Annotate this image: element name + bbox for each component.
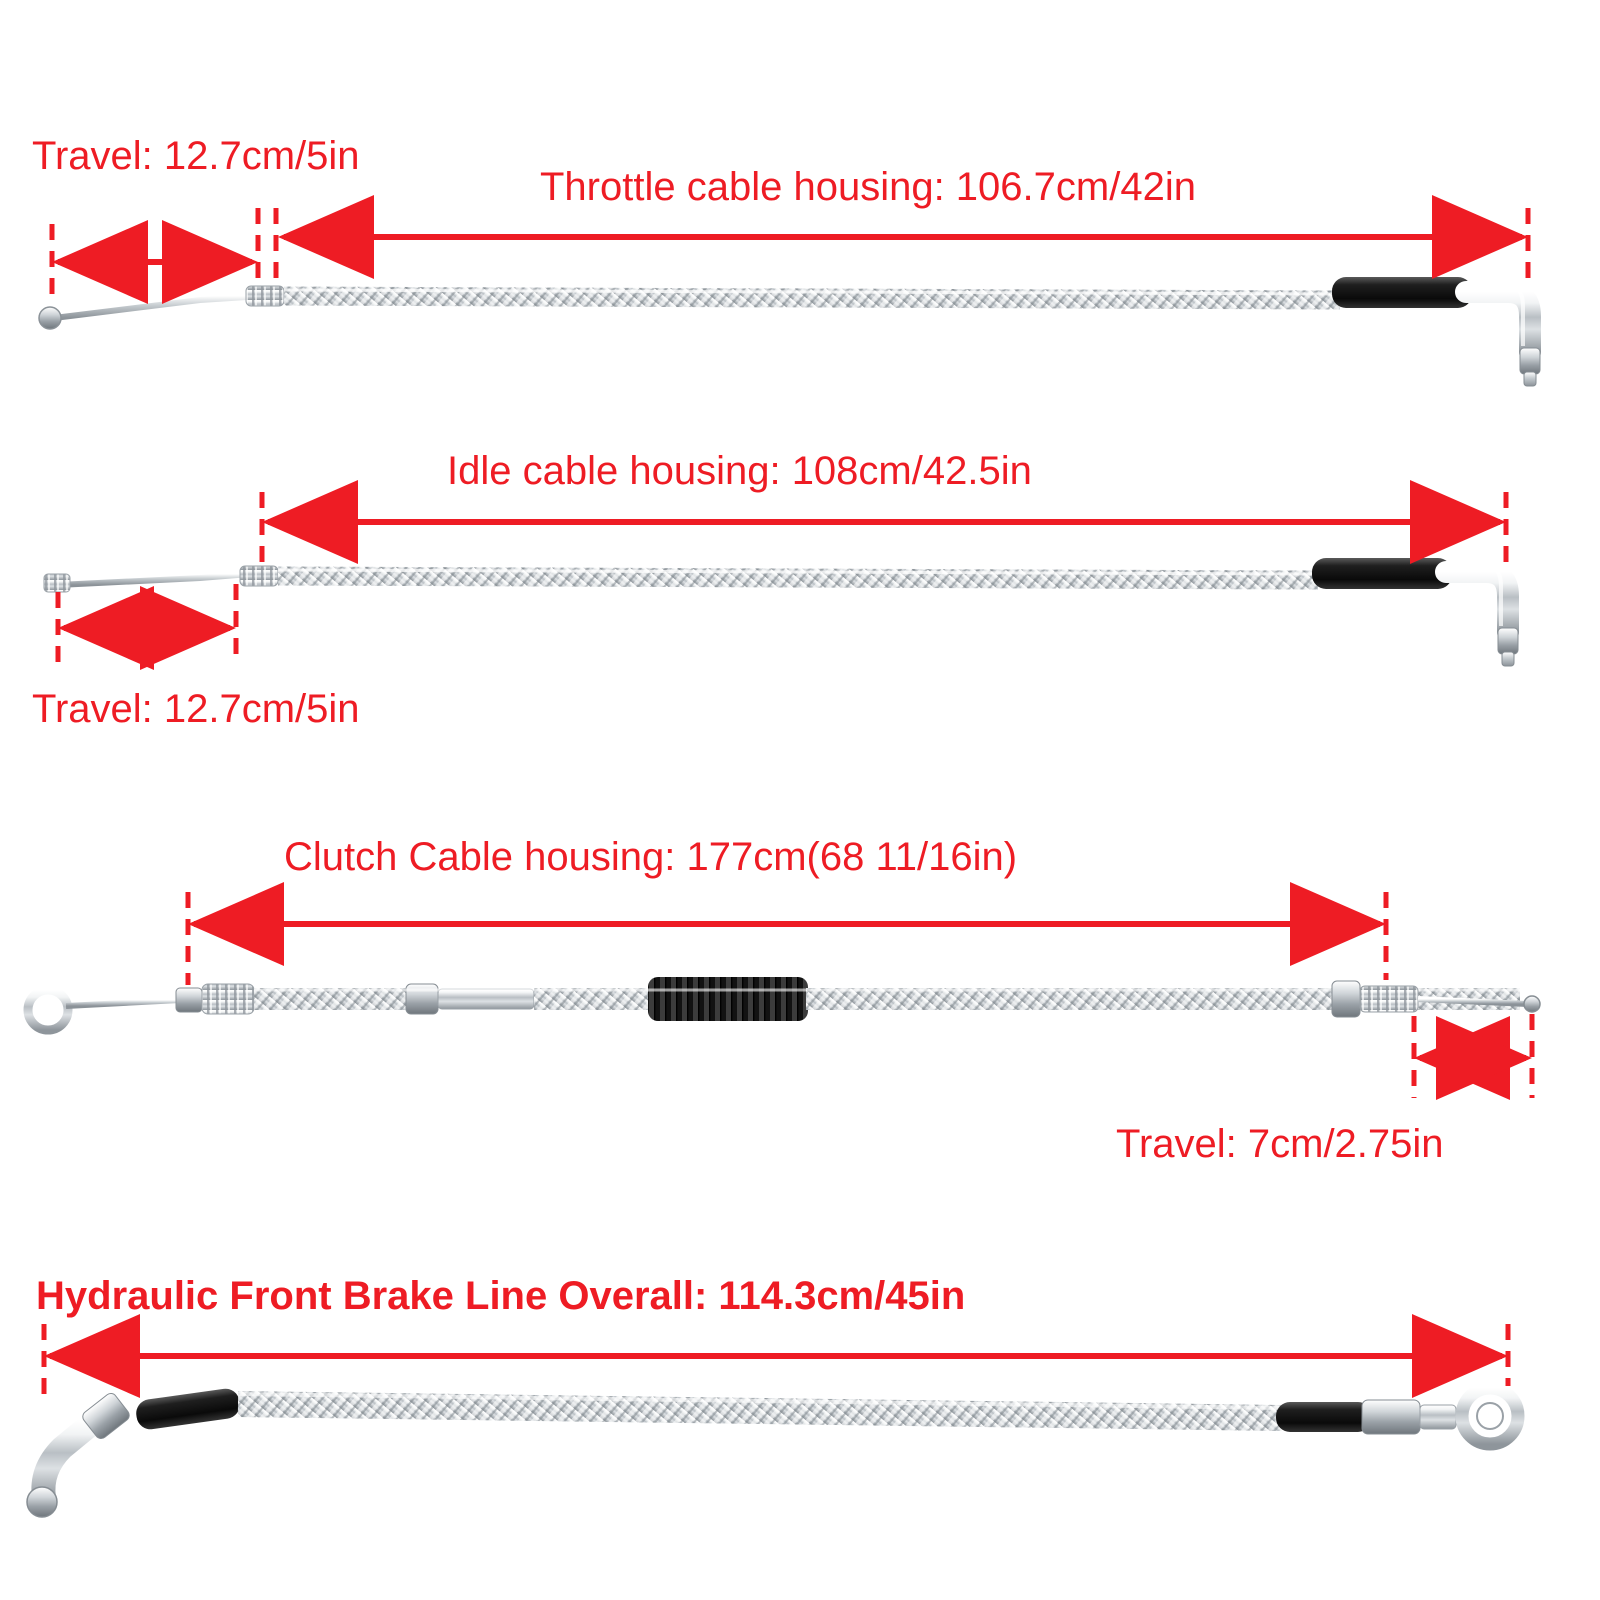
label-throttle-housing: Throttle cable housing: 106.7cm/42in bbox=[540, 165, 1196, 209]
label-idle-housing: Idle cable housing: 108cm/42.5in bbox=[447, 449, 1032, 493]
label-clutch-housing: Clutch Cable housing: 177cm(68 11/16in) bbox=[284, 835, 1018, 879]
clutch-cable-drawing bbox=[28, 892, 1540, 1098]
throttle-cable-drawing bbox=[39, 208, 1540, 386]
idle-cable-drawing bbox=[44, 492, 1518, 666]
brake-line-drawing bbox=[27, 1324, 1518, 1517]
label-throttle-travel: Travel: 12.7cm/5in bbox=[32, 134, 360, 178]
label-clutch-travel: Travel: 7cm/2.75in bbox=[1116, 1122, 1444, 1166]
label-brake-overall: Hydraulic Front Brake Line Overall: 114.3cm/45in bbox=[36, 1274, 966, 1318]
label-idle-travel: Travel: 12.7cm/5in bbox=[32, 687, 360, 731]
